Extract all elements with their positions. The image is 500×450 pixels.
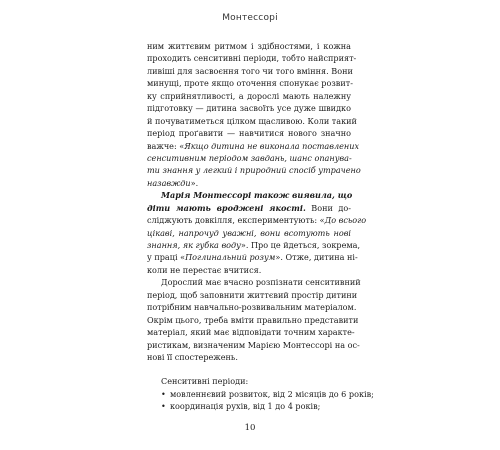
quote-line: ти знання у легкий і природний спосіб утрачено: [147, 165, 361, 176]
emphasis-text: діти мають вроджені якості.: [147, 202, 306, 213]
list-item-text: мовленнєвий розвиток, від 2 місяців до 6 років;: [170, 388, 374, 399]
page-number: 10: [244, 423, 256, 433]
text-line: період, щоб заповнити життєвий простір дитини: [147, 289, 358, 300]
quote-line: сенситивним періодом завдань, шанс опанува-: [147, 152, 352, 163]
text-fragment: ». Про це йдеться, зокрема,: [240, 240, 361, 250]
text-line: [147, 177, 351, 189]
text-line: період проґавити — навчитися нового значно: [147, 128, 351, 139]
text-line: ку сприйнятливості, а дорослі мають належну: [147, 90, 351, 101]
emphasis-line: Марія Монтессорі також виявила, що: [161, 190, 353, 201]
text-line: нові її спостережень.: [147, 351, 238, 362]
quote-text: До всього: [324, 215, 367, 226]
text-line: проходить сенситивні періоди, тобто найсприят-: [147, 53, 357, 64]
bullet-icon: •: [161, 401, 166, 412]
list-title: Сенситивні періоди:: [161, 376, 249, 387]
book-title-text: Поглинальний розум: [185, 252, 276, 263]
list-item: [147, 388, 374, 400]
running-header: Монтессорі: [222, 13, 278, 23]
text-line: [147, 214, 367, 226]
text-fragment: у праці «: [147, 252, 186, 263]
page-body: [147, 40, 374, 413]
text-line: матеріал, який має відповідати точним характе-: [147, 327, 355, 338]
text-line: Дорослий має вчасно розпізнати сенситивний: [161, 277, 361, 288]
quote-text: Якщо дитина не виконала поставлених: [184, 140, 360, 151]
text-line: й почуватиметься цілком щасливою. Коли такий: [147, 115, 357, 126]
text-fragment: ».: [190, 177, 199, 188]
text-fragment: важче: «: [147, 140, 185, 151]
paragraph-adult-role: [147, 276, 361, 363]
text-line: ливіші для засвоєння того чи того вміння. Вони: [147, 65, 353, 76]
text-line: минущі, проте якщо оточення спонукає розвит-: [147, 78, 353, 89]
quote-text: знання, як губка воду: [147, 240, 241, 250]
text-line: підготовку — дитина засвоїть усе дуже швидко: [147, 103, 351, 114]
spacer: [147, 363, 351, 375]
text-fragment: ». Отже, дитина ні-: [275, 252, 358, 263]
text-line: коли не перестає вчитися.: [147, 264, 262, 275]
text-fragment: Вони до-: [305, 202, 351, 213]
sensitive-periods-list: [147, 375, 374, 412]
text-fragment: сліджують довкілля, експериментують: «: [147, 215, 325, 226]
list-item-text: координація рухів, від 1 до 4 років;: [170, 401, 321, 412]
paragraph-innate-qualities: [147, 189, 367, 276]
quote-text: назавжди: [147, 177, 191, 188]
text-line: [147, 239, 361, 251]
text-line: [147, 251, 358, 263]
paragraph-sensitive-periods: [147, 40, 361, 189]
text-line: ристикам, визначеним Марією Монтессорі на ос-: [147, 339, 360, 350]
quote-line: цікаві, напрочуд уважні, вони всотують нові: [147, 227, 351, 238]
text-line: потрібним навчально-розвивальним матеріалом.: [147, 302, 357, 313]
text-line: [147, 140, 360, 152]
text-line: ним життєвим ритмом і здібностями, і кожна: [147, 41, 351, 51]
bullet-icon: •: [161, 388, 166, 399]
text-line: Окрім цього, треба вміти правильно представити: [147, 314, 359, 325]
list-item: [147, 400, 351, 412]
text-line: [147, 202, 351, 214]
